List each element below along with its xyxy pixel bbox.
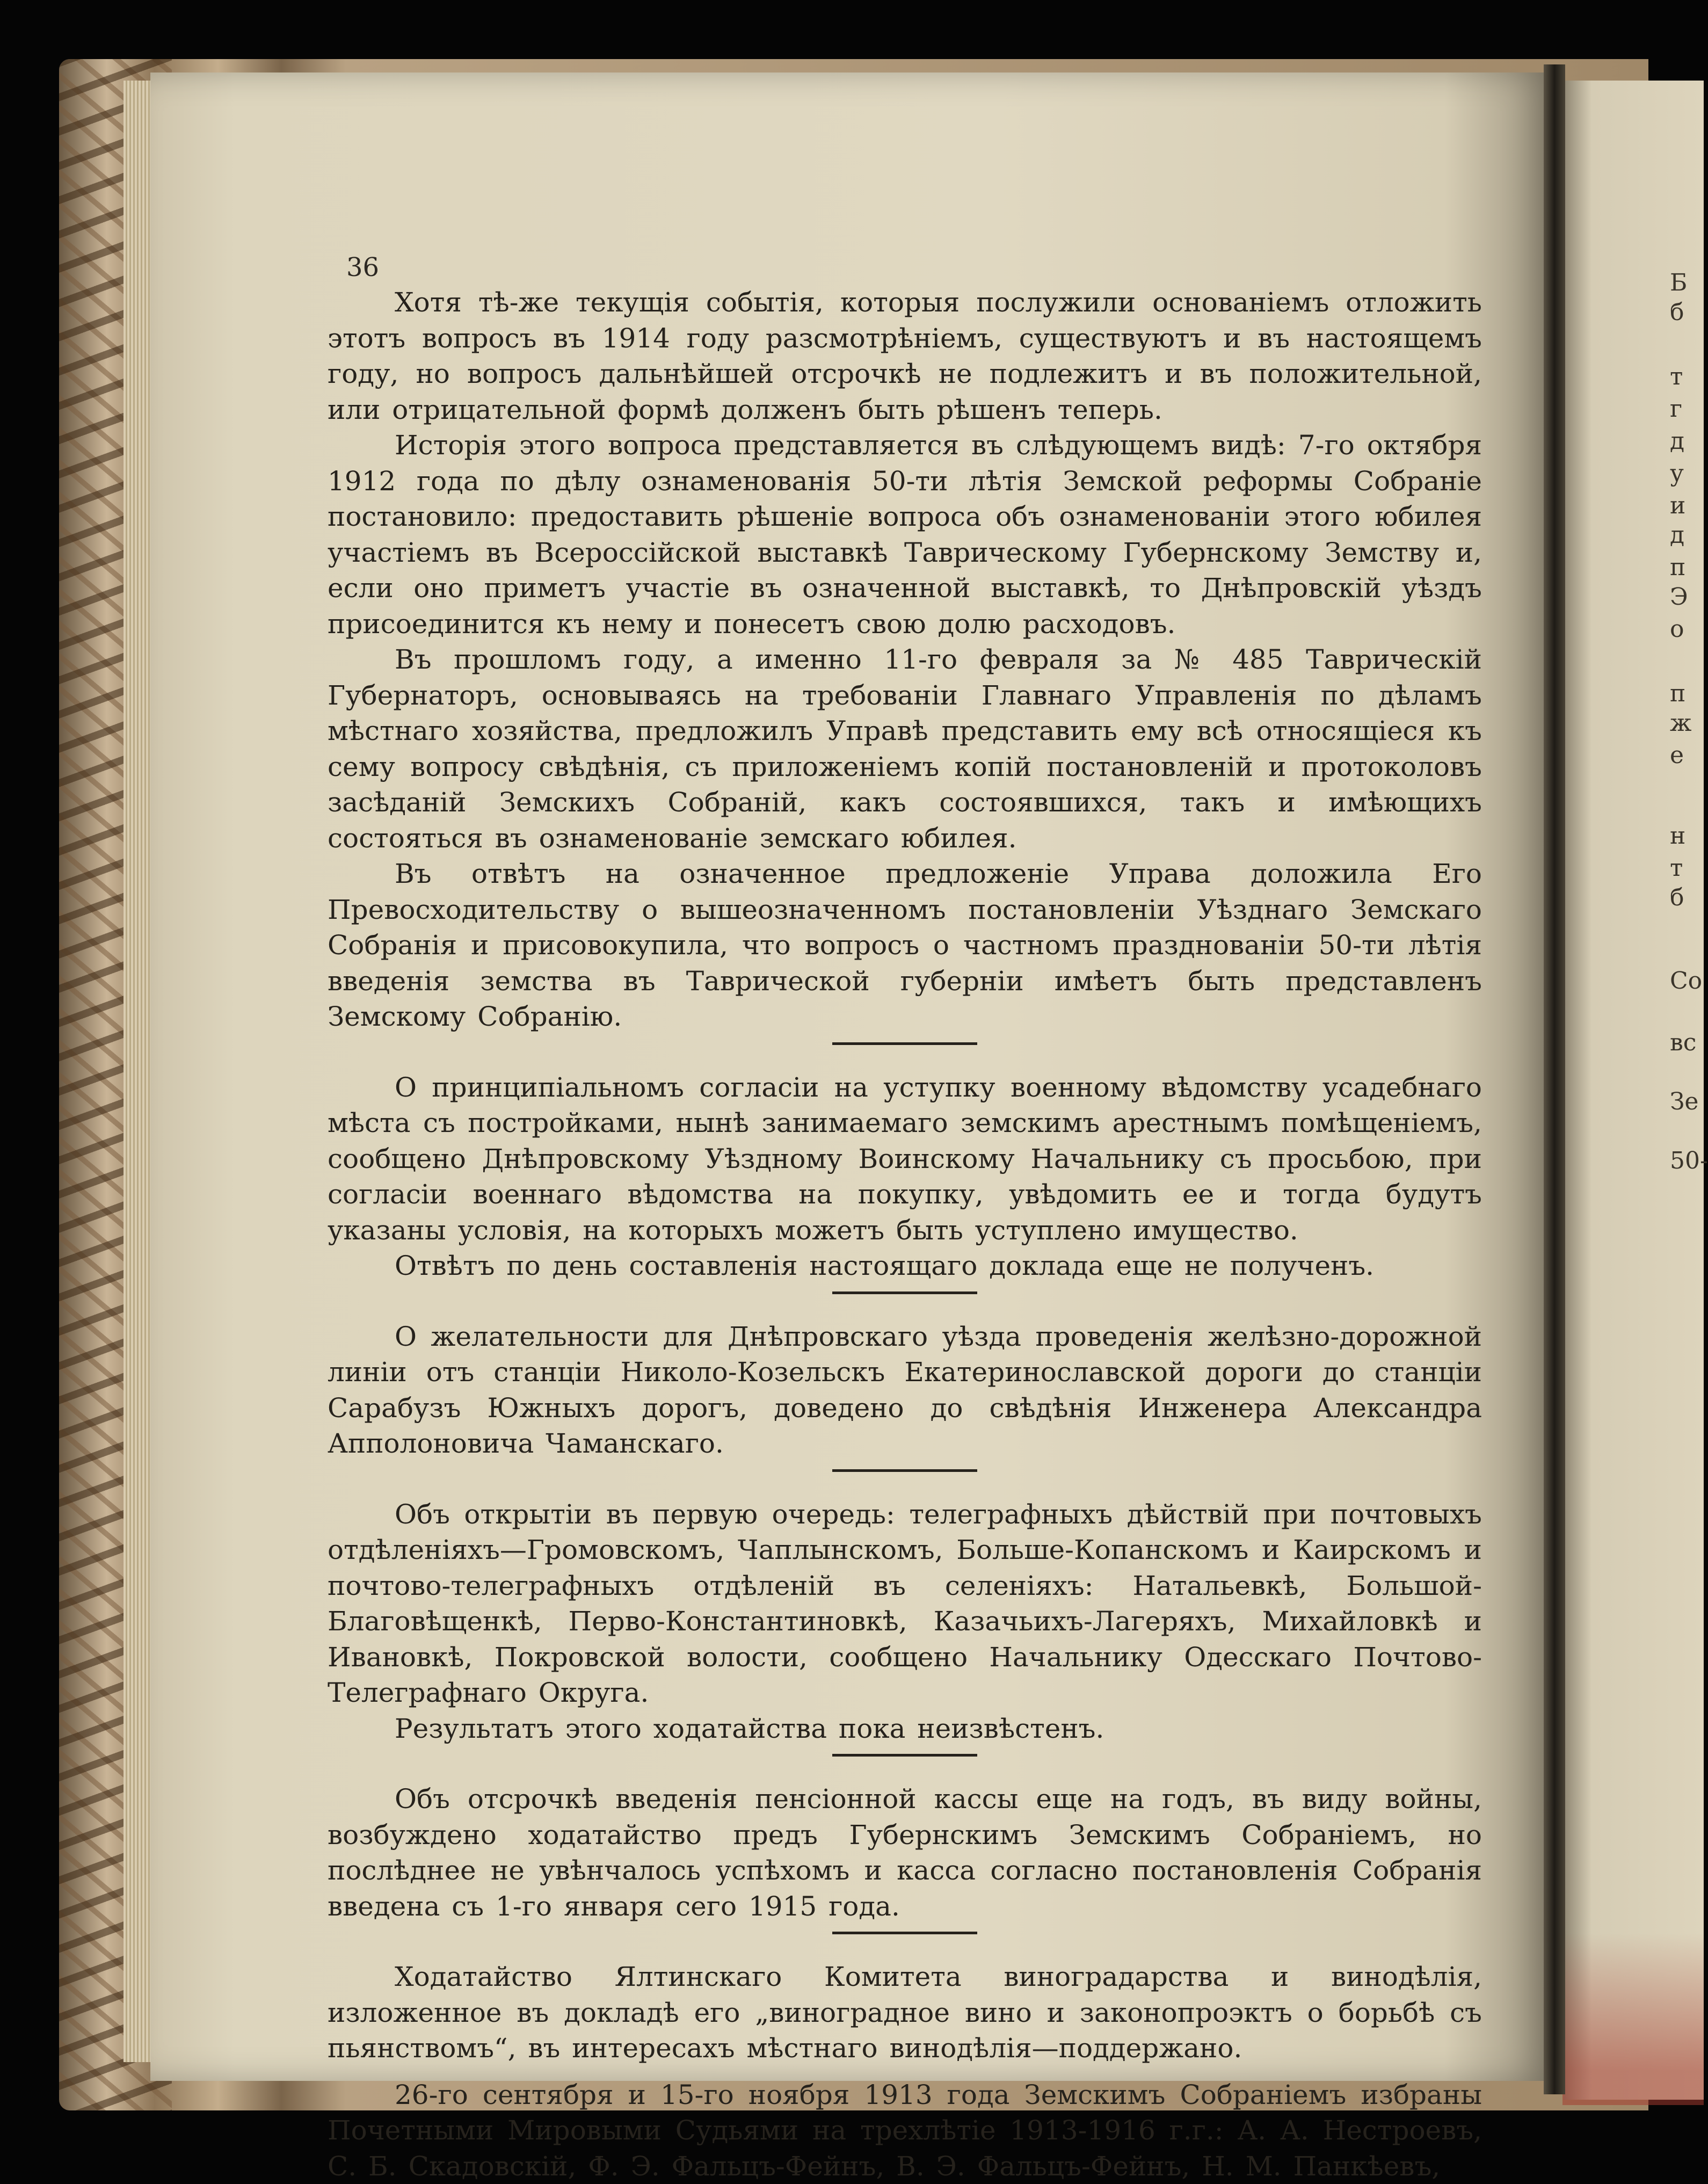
fragment: о [1670, 618, 1684, 641]
section-separator [832, 1291, 977, 1294]
paragraph: Ходатайство Ялтинскаго Комитета виноградарства и винодѣлія, изложенное въ докладѣ его „виноградное вино и законопроэктъ о борьбѣ съ пьянствомъ“, въ интересахъ мѣстнаго винодѣлія—поддержано. [328, 1959, 1482, 2066]
paragraph: 26-го сентября и 15-го ноября 1913 года Земскимъ Собраніемъ избраны Почетными Мировыми Судьями на трехлѣтіе 1913-1916 г.г.: А. А. Нестроевъ, С. Б. Скадовскій, Ф. Э. Фальцъ-Фейнъ, В. Э. Фальцъ-Фейнъ, Н. М. Панкѣевъ, [328, 2077, 1482, 2184]
fragment: д [1670, 524, 1684, 547]
paragraph: Въ прошломъ году, а именно 11-го февраля за № 485 Таврическій Губернаторъ, основываясь на требованіи Главнаго Управленія по дѣламъ мѣстнаго хозяйства, предложилъ Управѣ представить ему всѣ относящіеся къ сему вопросу свѣдѣнія, съ приложеніемъ копій постановленій и протоколовъ засѣданій Земскихъ Собраній, какъ состоявшихся, такъ и имѣющихъ состояться въ ознаменованіе земскаго юбилея. [328, 642, 1482, 856]
section-pension [328, 1781, 1482, 1924]
paragraph: О принципіальномъ согласіи на уступку военному вѣдомству усадебнаго мѣста съ постройками, нынѣ занимаемаго земскимъ арестнымъ помѣщеніемъ, сообщено Днѣпровскому Уѣздному Воинскому Начальнику съ просьбою, при согласіи военнаго вѣдомства на покупку, увѣдомить ее и тогда будутъ указаны условія, на которыхъ можетъ быть уступлено имущество. [328, 1070, 1482, 1249]
fragment: е [1670, 744, 1684, 767]
paragraph: Результатъ этого ходатайства пока неизвѣстенъ. [328, 1711, 1482, 1747]
paragraph: Въ отвѣтъ на означенное предложеніе Управа доложила Его Превосходительству о вышеозначенномъ постановленіи Уѣзднаго Земскаго Собранія и присовокупила, что вопросъ о частномъ празднованіи 50-ти лѣтія введенія земства въ Таврической губерніи имѣетъ быть представленъ Земскому Собранію. [328, 856, 1482, 1035]
fragment: вс [1670, 1031, 1696, 1055]
fragment: н [1670, 824, 1685, 848]
section-separator [832, 1932, 977, 1934]
book-gutter [1544, 64, 1565, 2094]
section-separator [832, 1469, 977, 1472]
fragment: т [1670, 857, 1683, 880]
section-military [328, 1070, 1482, 1284]
fragment: Б [1670, 271, 1687, 295]
fragment: Э [1670, 585, 1688, 609]
fragment: 50- [1670, 1149, 1708, 1173]
fragment: Со [1670, 969, 1702, 993]
fragment: т [1670, 365, 1683, 389]
red-page-edge [1562, 1933, 1704, 2105]
fragment: г [1670, 397, 1682, 421]
paragraph: Отвѣтъ по день составленія настоящаго доклада еще не полученъ. [328, 1248, 1482, 1284]
spacer [328, 2066, 1482, 2077]
fragment: б [1670, 301, 1684, 324]
page-body [328, 285, 1482, 2184]
section-wine [328, 1959, 1482, 2066]
section-separator [832, 1042, 977, 1045]
paragraph: О желательности для Днѣпровскаго уѣзда проведенія желѣзно-дорожной линіи отъ станціи Николо-Козельскъ Екатеринославской дороги до станціи Сарабузъ Южныхъ дорогъ, доведено до свѣдѣнія Инженера Александра Апполоновича Чаманскаго. [328, 1319, 1482, 1462]
section-telegraph [328, 1497, 1482, 1747]
fragment: и [1670, 494, 1685, 518]
section-railway [328, 1319, 1482, 1462]
fragment: ж [1670, 712, 1691, 735]
fragment: Зе [1670, 1090, 1698, 1114]
fragment: б [1670, 886, 1684, 910]
section-separator [832, 1754, 977, 1757]
fragment: у [1670, 462, 1684, 485]
page-number: 36 [346, 252, 379, 282]
section-judges [328, 2077, 1482, 2184]
paragraph: Исторія этого вопроса представляется въ слѣдующемъ видѣ: 7-го октября 1912 года по дѣлу ознаменованія 50-ти лѣтія Земской реформы Собраніе постановило: предоставить рѣшеніе вопроса объ ознаменованіи этого юбилея участіемъ въ Всероссійской выставкѣ Таврическому Губернскому Земству и, если оно приметъ участіе въ означенной выставкѣ, то Днѣпровскій уѣздъ присоединится къ нему и понесетъ свою долю расходовъ. [328, 427, 1482, 642]
fragment: д [1670, 430, 1684, 453]
paragraph: Объ отсрочкѣ введенія пенсіонной кассы еще на годъ, въ виду войны, возбуждено ходатайство предъ Губернскимъ Земскимъ Собраніемъ, но послѣднее не увѣнчалось успѣхомъ и касса согласно постановленія Собранія введена съ 1-го января сего 1915 года. [328, 1781, 1482, 1924]
section-jubilee [328, 285, 1482, 1035]
fragment: п [1670, 556, 1685, 579]
fragment: п [1670, 682, 1685, 706]
paragraph: Хотя тѣ-же текущія событія, которыя послужили основаніемъ отложить этотъ вопросъ въ 1914 году разсмотрѣніемъ, существуютъ и въ настоящемъ году, но вопросъ дальнѣйшей отсрочкѣ не подлежитъ и въ положительной, или отрицательной формѣ долженъ быть рѣшенъ теперь. [328, 285, 1482, 427]
paragraph: Объ открытіи въ первую очередь: телеграфныхъ дѣйствій при почтовыхъ отдѣленіяхъ—Громовскомъ, Чаплынскомъ, Больше-Копанскомъ и Каирскомъ и почтово-телеграфныхъ отдѣленій въ селеніяхъ: Натальевкѣ, Большой-Благовѣщенкѣ, Перво-Константиновкѣ, Казачьихъ-Лагеряхъ, Михайловкѣ и Ивановкѣ, Покровской волости, сообщено Начальнику Одесскаго Почтово-Телеграфнаго Округа. [328, 1497, 1482, 1711]
